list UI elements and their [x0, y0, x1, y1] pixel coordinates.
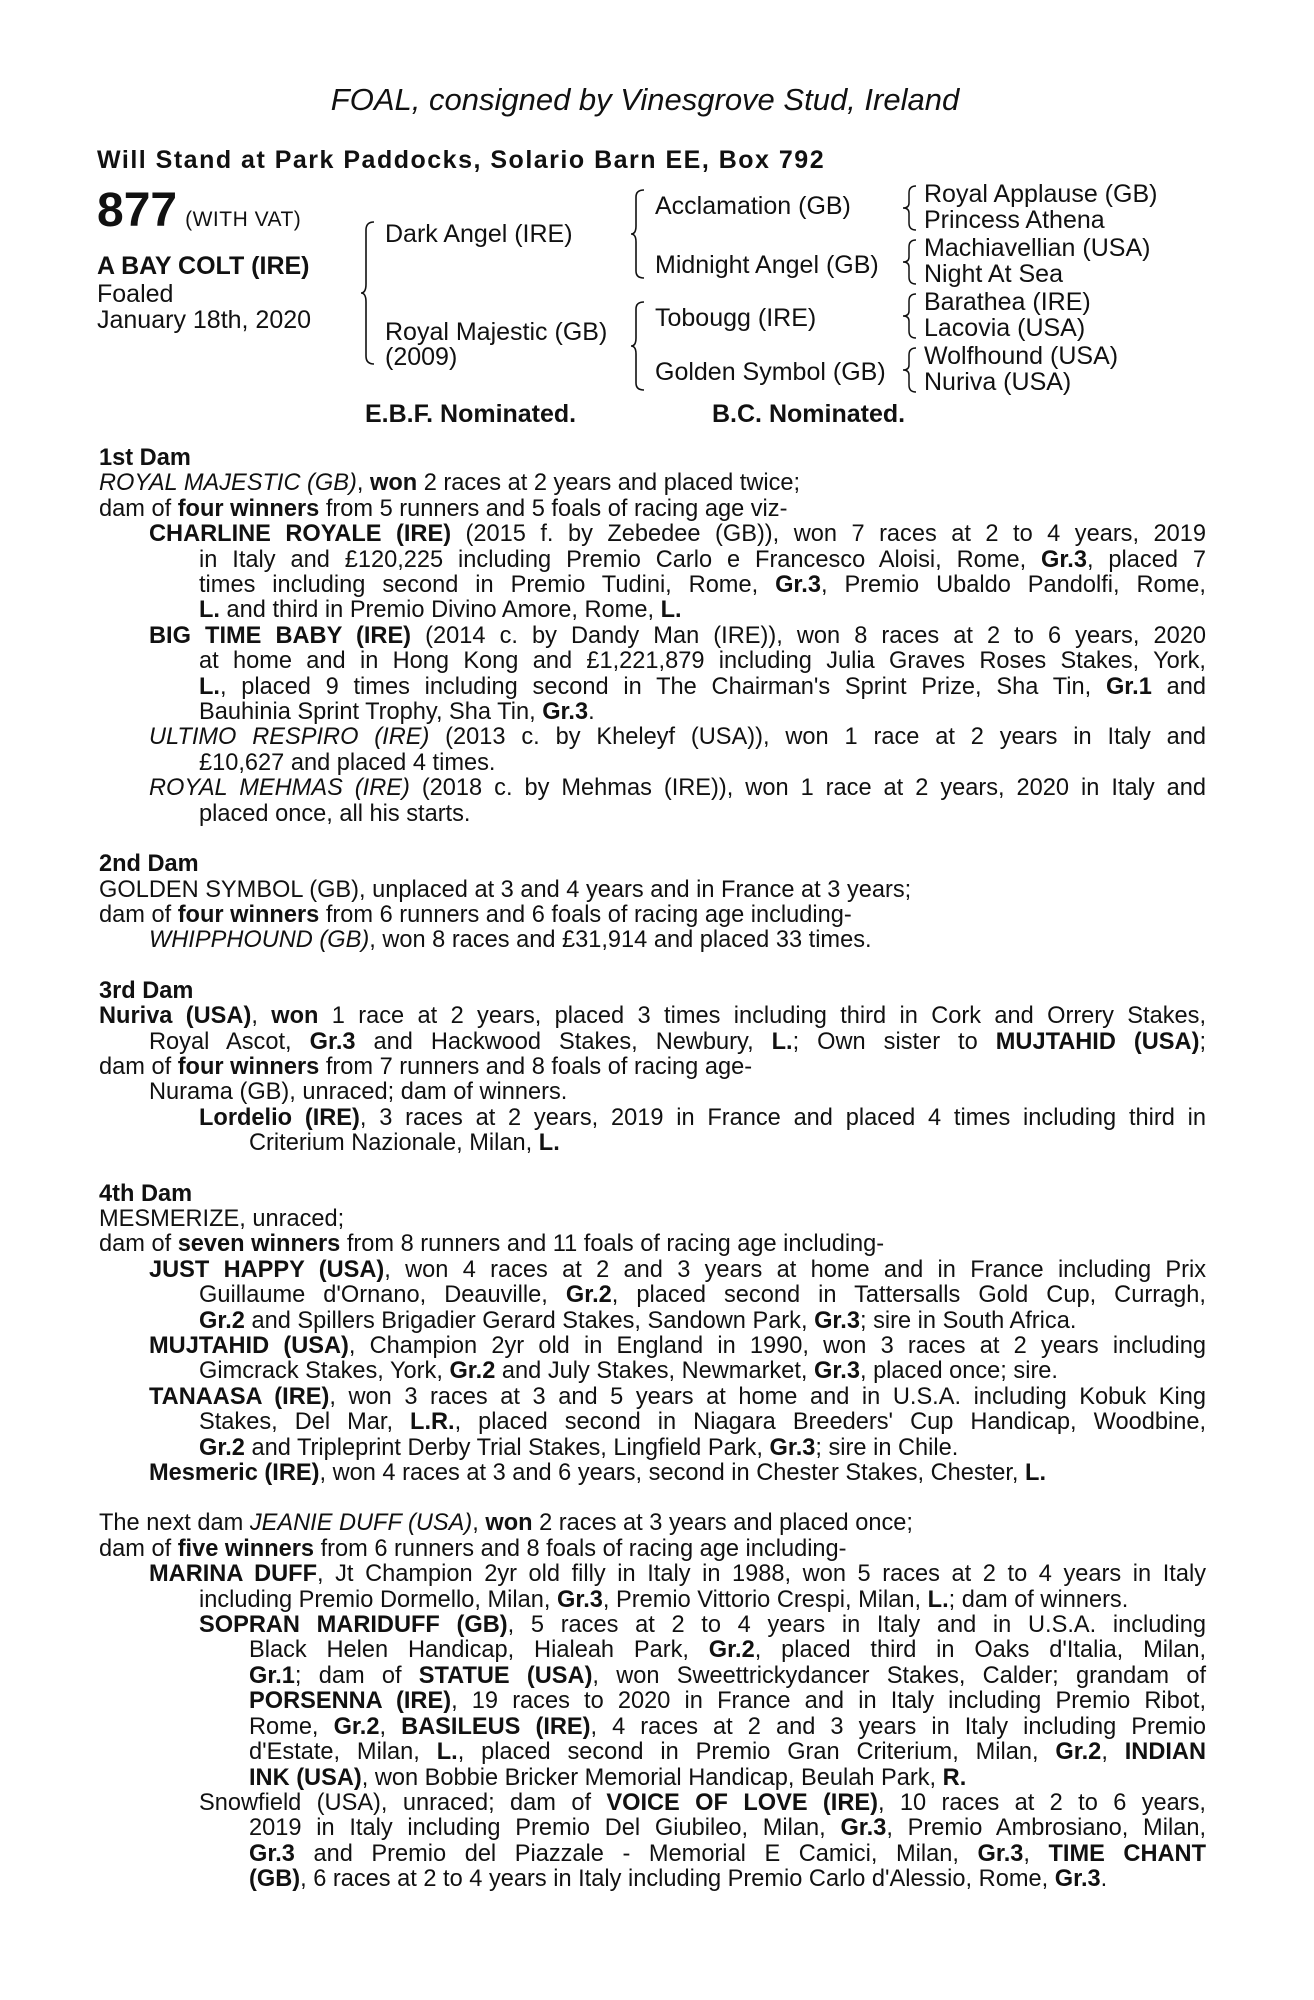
dam1-line: CHARLINE ROYALE (IRE) (2015 f. by Zebedee (GB)), won 7 races at 2 to 4 years, 2019	[149, 521, 1206, 548]
dam1-line: times including second in Premio Tudini, Rome, Gr.3, Premio Ubaldo Pandolfi, Rome,	[199, 572, 1206, 599]
dam4-heading: 4th Dam	[99, 1180, 193, 1207]
dam2-line: WHIPPHOUND (GB), won 8 races and £31,914 and placed 33 times.	[149, 927, 872, 954]
dam1-heading: 1st Dam	[99, 445, 191, 471]
dam2-heading: 2nd Dam	[99, 851, 199, 878]
dam4-line: Gimcrack Stakes, York, Gr.2 and July Stakes, Newmarket, Gr.3, placed once; sire.	[199, 1358, 1058, 1385]
dam1-line: L. and third in Premio Divino Amore, Rome, L.	[199, 597, 682, 624]
pedigree-g3-1: Royal Applause (GB)	[924, 180, 1158, 208]
dam5-line: Rome, Gr.2, BASILEUS (IRE), 4 races at 2 and 3 years in Italy including Premio	[249, 1713, 1206, 1740]
dam5-line: Snowfield (USA), unraced; dam of VOICE OF LOVE (IRE), 10 races at 2 to 6 years,	[199, 1789, 1206, 1816]
dam5-line: including Premio Dormello, Milan, Gr.3, Premio Vittorio Crespi, Milan, L.; dam of winners.	[199, 1586, 1129, 1613]
dam4-line: MESMERIZE, unraced;	[99, 1205, 345, 1232]
dam4-line: Stakes, Del Mar, L.R., placed second in Niagara Breeders' Cup Handicap, Woodbine,	[199, 1409, 1206, 1436]
dam4-line: Guillaume d'Ornano, Deauville, Gr.2, placed second in Tattersalls Gold Cup, Curragh,	[199, 1282, 1206, 1309]
dam3-heading: 3rd Dam	[99, 977, 194, 1004]
pedigree-dam-sire: Tobougg (IRE)	[655, 304, 817, 332]
stabling-location: Will Stand at Park Paddocks, Solario Barn EE, Box 792	[97, 146, 826, 174]
pedigree-brace-g3-4	[902, 345, 918, 395]
dam5-line: Gr.3 and Premio del Piazzale - Memorial E Camici, Milan, Gr.3, TIME CHANT	[249, 1840, 1206, 1867]
pedigree-dam-year: (2009)	[385, 343, 458, 371]
horse-description: A BAY COLT (IRE)	[97, 252, 310, 280]
dam3-line: Royal Ascot, Gr.3 and Hackwood Stakes, Newbury, L.; Own sister to MUJTAHID (USA);	[149, 1028, 1206, 1055]
dam1-line: £10,627 and placed 4 times.	[199, 749, 496, 776]
dam3-line: Nurama (GB), unraced; dam of winners.	[149, 1079, 568, 1106]
pedigree-dam-dam: Golden Symbol (GB)	[655, 358, 886, 386]
dam5-line: 2019 in Italy including Premio Del Giubileo, Milan, Gr.3, Premio Ambrosiano, Milan,	[249, 1815, 1206, 1842]
dam1-line: ROYAL MAJESTIC (GB), won 2 races at 2 years and placed twice;	[99, 470, 801, 497]
dam5-line: PORSENNA (IRE), 19 races to 2020 in France and in Italy including Premio Ribot,	[249, 1688, 1206, 1715]
dam5-line: Gr.1; dam of STATUE (USA), won Sweettrickydancer Stakes, Calder; grandam of	[249, 1662, 1206, 1689]
dam5-line: Black Helen Handicap, Hialeah Park, Gr.2, placed third in Oaks d'Italia, Milan,	[249, 1637, 1206, 1664]
pedigree-sire-dam: Midnight Angel (GB)	[655, 251, 879, 279]
dam4-line: Gr.2 and Spillers Brigadier Gerard Stakes, Sandown Park, Gr.3; sire in South Africa.	[199, 1307, 1077, 1334]
pedigree-brace-g3-2	[902, 237, 918, 287]
dam1-line: placed once, all his starts.	[199, 800, 471, 827]
pedigree-sire-sire: Acclamation (GB)	[655, 192, 851, 220]
nomination-bc: B.C. Nominated.	[712, 400, 906, 428]
pedigree-g3-2: Princess Athena	[924, 206, 1105, 234]
dam4-line: Gr.2 and Tripleprint Derby Trial Stakes, Lingfield Park, Gr.3; sire in Chile.	[199, 1434, 959, 1461]
dam5-line: The next dam JEANIE DUFF (USA), won 2 races at 3 years and placed once;	[99, 1510, 913, 1537]
dam1-line: ULTIMO RESPIRO (IRE) (2013 c. by Kheleyf (USA)), won 1 race at 2 years in Italy and	[149, 724, 1206, 751]
pedigree-g3-3: Machiavellian (USA)	[924, 234, 1151, 262]
dam4-line: Mesmeric (IRE), won 4 races at 3 and 6 years, second in Chester Stakes, Chester, L.	[149, 1460, 1047, 1487]
dam5-line: d'Estate, Milan, L., placed second in Premio Gran Criterium, Milan, Gr.2, INDIAN	[249, 1739, 1206, 1766]
dam3-line: Nuriva (USA), won 1 race at 2 years, placed 3 times including third in Cork and Orrery Stakes,	[99, 1003, 1206, 1030]
dam3-line: Criterium Nazionale, Milan, L.	[249, 1130, 560, 1157]
pedigree-brace-gen1	[360, 220, 376, 366]
dam1-line: ROYAL MEHMAS (IRE) (2018 c. by Mehmas (IRE)), won 1 race at 2 years, 2020 in Italy and	[149, 775, 1206, 802]
dam5-line: MARINA DUFF, Jt Champion 2yr old filly in Italy in 1988, won 5 races at 2 to 4 years in Italy	[149, 1561, 1206, 1588]
pedigree-g3-6: Lacovia (USA)	[924, 314, 1086, 342]
dam1-line: at home and in Hong Kong and £1,221,879 including Julia Graves Roses Stakes, York,	[199, 648, 1206, 675]
pedigree-brace-g3-1	[902, 183, 918, 233]
dam1-line: in Italy and £120,225 including Premio Carlo e Francesco Aloisi, Rome, Gr.3, placed 7	[199, 546, 1206, 573]
pedigree-g3-7: Wolfhound (USA)	[924, 342, 1119, 370]
pedigree-g3-5: Barathea (IRE)	[924, 288, 1091, 316]
lot-number-block	[97, 186, 301, 245]
pedigree-sire: Dark Angel (IRE)	[385, 220, 573, 248]
nomination-ebf: E.B.F. Nominated.	[365, 400, 577, 428]
dam1-line: BIG TIME BABY (IRE) (2014 c. by Dandy Man (IRE)), won 8 races at 2 to 6 years, 2020	[149, 622, 1206, 649]
dam1-line: Bauhinia Sprint Trophy, Sha Tin, Gr.3.	[199, 699, 595, 726]
dam1-line: dam of four winners from 5 runners and 5 foals of racing age viz-	[99, 495, 788, 522]
foaled-date: January 18th, 2020	[97, 306, 312, 334]
dam4-line: dam of seven winners from 8 runners and 11 foals of racing age including-	[99, 1231, 885, 1258]
dam2-line: GOLDEN SYMBOL (GB), unplaced at 3 and 4 years and in France at 3 years;	[99, 876, 912, 903]
consignment-line: FOAL, consigned by Vinesgrove Stud, Ireland	[330, 82, 960, 117]
family-section	[99, 446, 1206, 1893]
dam5-line: dam of five winners from 6 runners and 8 foals of racing age including-	[99, 1535, 847, 1562]
dam2-line: dam of four winners from 6 runners and 6 foals of racing age including-	[99, 901, 852, 928]
pedigree-brace-g3-3	[902, 291, 918, 341]
dam5-line: SOPRAN MARIDUFF (GB), 5 races at 2 to 4 years in Italy and in U.S.A. including	[199, 1612, 1206, 1639]
pedigree-g3-4: Night At Sea	[924, 260, 1063, 288]
dam4-line: JUST HAPPY (USA), won 4 races at 2 and 3 years at home and in France including Prix	[149, 1256, 1207, 1283]
lot-number: 877	[97, 184, 178, 237]
foaled-label: Foaled	[97, 280, 174, 308]
dam4-line: MUJTAHID (USA), Champion 2yr old in England in 1990, won 3 races at 2 years including	[149, 1333, 1206, 1359]
dam5-line: (GB), 6 races at 2 to 4 years in Italy including Premio Carlo d'Alessio, Rome, Gr.3.	[249, 1866, 1108, 1893]
dam5-line: INK (USA), won Bobbie Bricker Memorial Handicap, Beulah Park, R.	[249, 1764, 967, 1791]
vat-note: (WITH VAT)	[185, 208, 302, 231]
dam3-line: Lordelio (IRE), 3 races at 2 years, 2019 in France and placed 4 times including third in	[199, 1104, 1206, 1131]
pedigree-g3-8: Nuriva (USA)	[924, 368, 1072, 396]
dam3-line: dam of four winners from 7 runners and 8 foals of racing age-	[99, 1053, 753, 1080]
dam1-line: L., placed 9 times including second in The Chairman's Sprint Prize, Sha Tin, Gr.1 and	[199, 673, 1206, 700]
pedigree-dam: Royal Majestic (GB)	[385, 318, 608, 346]
dam4-line: TANAASA (IRE), won 3 races at 3 and 5 years at home and in U.S.A. including Kobuk King	[149, 1383, 1206, 1410]
pedigree-brace-dam	[630, 300, 646, 392]
pedigree-brace-sire	[630, 188, 646, 280]
